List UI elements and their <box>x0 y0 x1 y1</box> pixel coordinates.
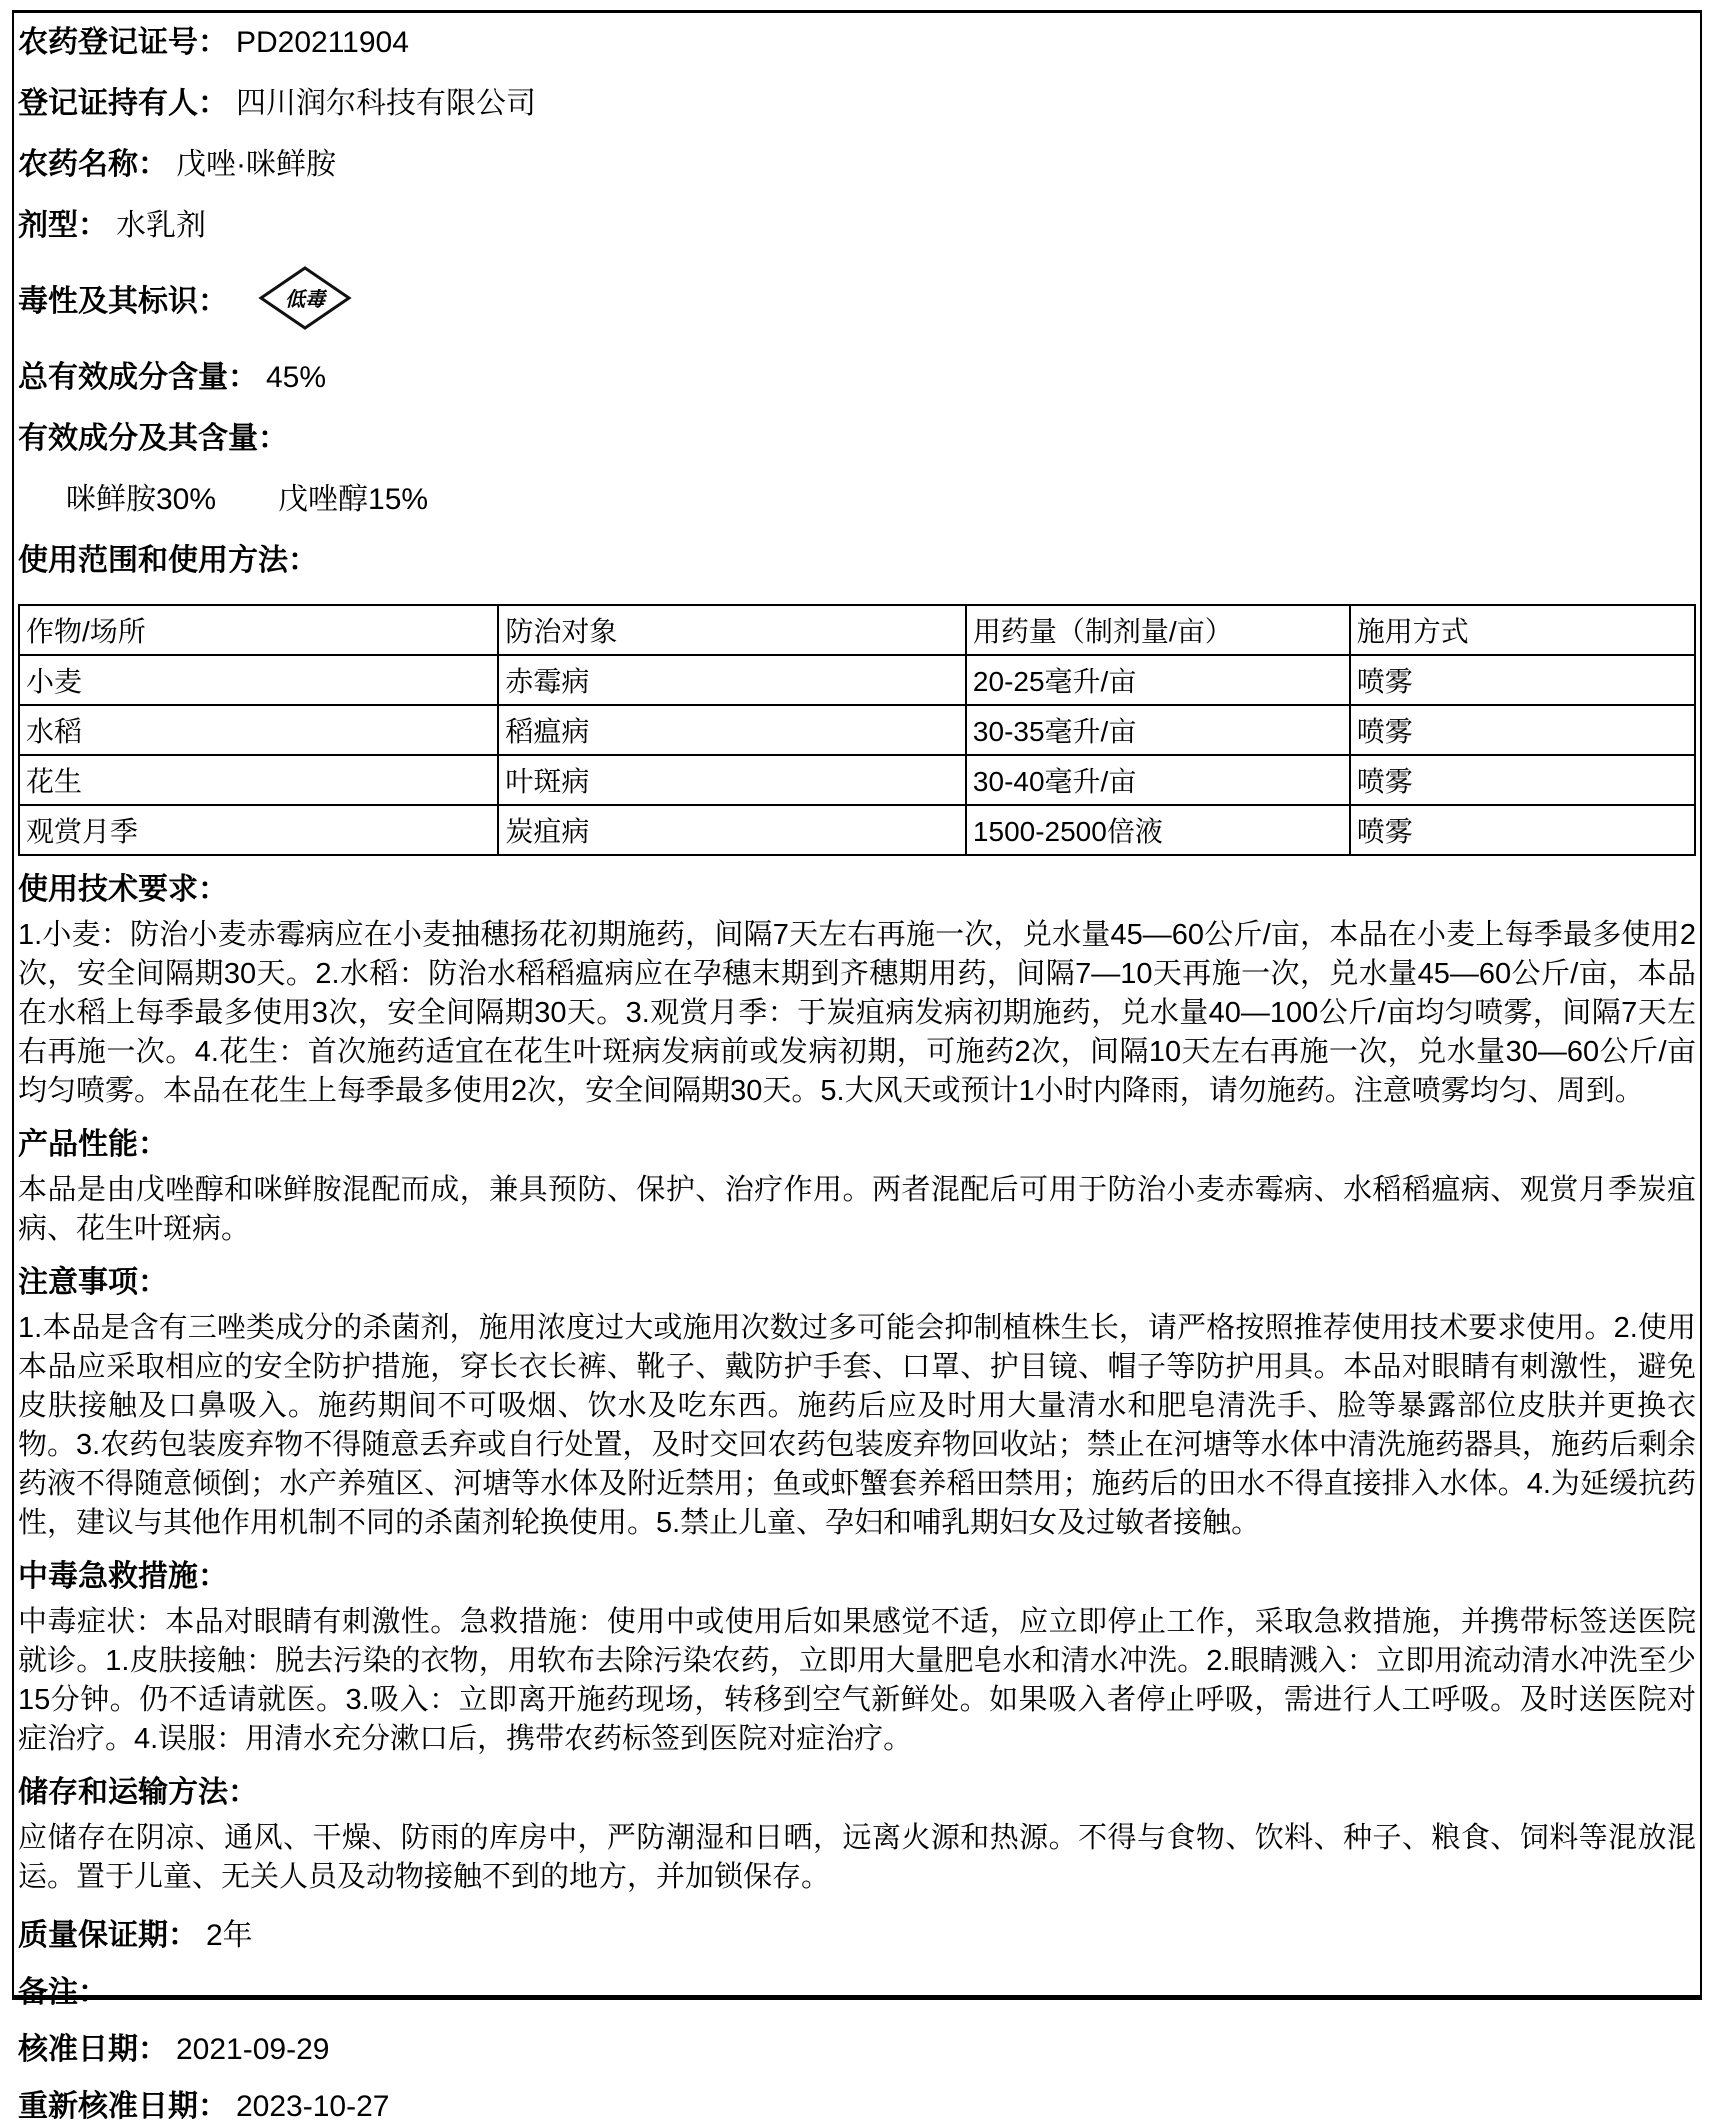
section-precautions <box>18 1263 1696 1543</box>
toxicity-label: 毒性及其标识： <box>18 285 228 318</box>
table-row <box>19 705 1695 755</box>
section-heading: 产品性能： <box>18 1128 168 1161</box>
table-row <box>19 805 1695 855</box>
approval-date-label: 核准日期： <box>18 2033 168 2066</box>
formulation-value: 水乳剂 <box>116 209 206 242</box>
reapproval-date-label: 重新核准日期： <box>18 2090 228 2123</box>
certificate-holder-value: 四川润尔科技有限公司 <box>236 87 536 120</box>
section-storage-transport <box>18 1773 1696 1897</box>
table-cell: 1500-2500倍液 <box>966 805 1350 855</box>
section-heading: 注意事项： <box>18 1266 168 1299</box>
low-toxicity-text: 低毒 <box>285 288 325 311</box>
shelf-life-value: 2年 <box>206 1919 253 1952</box>
usage-heading: 使用范围和使用方法： <box>18 544 318 577</box>
table-cell: 喷雾 <box>1350 655 1695 705</box>
usage-table-header-row <box>19 605 1695 655</box>
approval-date-value: 2021-09-29 <box>176 2033 330 2066</box>
table-cell: 叶斑病 <box>498 755 966 805</box>
field-formulation <box>18 208 1696 244</box>
low-toxicity-diamond-svg <box>258 266 352 330</box>
reapproval-date-value: 2023-10-27 <box>236 2090 390 2123</box>
pesticide-registration-document <box>12 10 1702 2123</box>
pesticide-name-label: 农药名称： <box>18 148 168 181</box>
low-toxicity-icon <box>258 266 352 339</box>
section-heading: 使用技术要求： <box>18 873 228 906</box>
field-certificate-holder <box>18 86 1696 122</box>
field-remarks <box>18 1975 1696 2011</box>
col-header-target: 防治对象 <box>498 605 966 655</box>
pesticide-name-value: 戊唑·咪鲜胺 <box>176 148 336 181</box>
table-cell: 观赏月季 <box>19 805 498 855</box>
field-total-active-ingredient <box>18 360 1696 396</box>
total-active-ingredient-label: 总有效成分含量： <box>18 361 258 394</box>
ingredient-prochloraz: 咪鲜胺30% <box>66 483 217 516</box>
col-header-method: 施用方式 <box>1350 605 1695 655</box>
field-active-ingredients-heading <box>18 421 1696 457</box>
section-body: 本品是由戊唑醇和咪鲜胺混配而成，兼具预防、保护、治疗作用。两者混配后可用于防治小麦赤霉病、水稻稻瘟病、观赏月季炭疽病、花生叶斑病。 <box>18 1174 1696 1245</box>
table-row <box>19 655 1695 705</box>
active-ingredient-list <box>18 482 1696 518</box>
field-toxicity <box>18 269 1696 335</box>
field-shelf-life <box>18 1918 1696 1954</box>
total-active-ingredient-value: 45% <box>266 361 327 394</box>
section-body: 中毒症状：本品对眼睛有刺激性。急救措施：使用中或使用后如果感觉不适，应立即停止工作，采取急救措施，并携带标签送医院就诊。1.皮肤接触：脱去污染的衣物，用软布去除污染农药，立即用大量肥皂水和清水冲洗。2.眼睛溅入：立即用流动清水冲洗至少15分钟。仍不适请就医。3.吸入：立即离开施药现场，转移到空气新鲜处。如果吸入者停止呼吸，需进行人工呼吸。及时送医院对症治疗。4.误服：用清水充分漱口后，携带农药标签到医院对症治疗。 <box>18 1606 1696 1755</box>
col-header-crop: 作物/场所 <box>19 605 498 655</box>
field-pesticide-name <box>18 147 1696 183</box>
usage-table <box>18 604 1696 856</box>
registration-number-label: 农药登记证号： <box>18 26 228 59</box>
table-cell: 水稻 <box>19 705 498 755</box>
table-cell: 喷雾 <box>1350 805 1695 855</box>
table-cell: 花生 <box>19 755 498 805</box>
table-cell: 小麦 <box>19 655 498 705</box>
field-usage-heading <box>18 543 1696 579</box>
section-body: 应储存在阴凉、通风、干燥、防雨的库房中，严防潮湿和日晒，远离火源和热源。不得与食物、饮料、种子、粮食、饲料等混放混运。置于儿童、无关人员及动物接触不到的地方，并加锁保存。 <box>18 1822 1696 1893</box>
field-approval-date <box>18 2032 1696 2068</box>
table-cell: 喷雾 <box>1350 705 1695 755</box>
formulation-label: 剂型： <box>18 209 108 242</box>
shelf-life-label: 质量保证期： <box>18 1919 198 1952</box>
section-usage-requirements <box>18 870 1696 1111</box>
active-ingredients-heading: 有效成分及其含量： <box>18 422 288 455</box>
table-cell: 30-35毫升/亩 <box>966 705 1350 755</box>
ingredient-tebuconazole: 戊唑醇15% <box>278 483 429 516</box>
section-heading: 储存和运输方法： <box>18 1776 258 1809</box>
table-cell: 30-40毫升/亩 <box>966 755 1350 805</box>
section-body: 1.本品是含有三唑类成分的杀菌剂，施用浓度过大或施用次数过多可能会抑制植株生长，请严格按照推荐使用技术要求使用。2.使用本品应采取相应的安全防护措施，穿长衣长裤、靴子、戴防护手套、口罩、护目镜、帽子等防护用具。本品对眼睛有刺激性，避免皮肤接触及口鼻吸入。施药期间不可吸烟、饮水及吃东西。施药后应及时用大量清水和肥皂清洗手、脸等暴露部位皮肤并更换衣物。3.农药包装废弃物不得随意丢弃或自行处置，及时交回农药包装废弃物回收站；禁止在河塘等水体中清洗施药器具，施药后剩余药液不得随意倾倒；水产养殖区、河塘等水体及附近禁用；鱼或虾蟹套养稻田禁用；施药后的田水不得直接排入水体。4.为延缓抗药性，建议与其他作用机制不同的杀菌剂轮换使用。5.禁止儿童、孕妇和哺乳期妇女及过敏者接触。 <box>18 1312 1696 1539</box>
table-cell: 赤霉病 <box>498 655 966 705</box>
certificate-holder-label: 登记证持有人： <box>18 87 228 120</box>
table-row <box>19 755 1695 805</box>
section-first-aid <box>18 1557 1696 1759</box>
section-heading: 中毒急救措施： <box>18 1560 228 1593</box>
field-registration-number <box>18 25 1696 61</box>
col-header-dosage: 用药量（制剂量/亩） <box>966 605 1350 655</box>
remarks-label: 备注： <box>18 1976 108 2009</box>
table-cell: 20-25毫升/亩 <box>966 655 1350 705</box>
section-body: 1.小麦：防治小麦赤霉病应在小麦抽穗扬花初期施药，间隔7天左右再施一次，兑水量45—60公斤/亩，本品在小麦上每季最多使用2次，安全间隔期30天。2.水稻：防治水稻稻瘟病应在孕穗末期到齐穗期用药，间隔7—10天再施一次，兑水量45—60公斤/亩，本品在水稻上每季最多使用3次，安全间隔期30天。3.观赏月季：于炭疽病发病初期施药，兑水量40—100公斤/亩均匀喷雾，间隔7天左右再施一次。4.花生：首次施药适宜在花生叶斑病发病前或发病初期，可施药2次，间隔10天左右再施一次，兑水量30—60公斤/亩均匀喷雾。本品在花生上每季最多使用2次，安全间隔期30天。5.大风天或预计1小时内降雨，请勿施药。注意喷雾均匀、周到。 <box>18 919 1696 1107</box>
field-reapproval-date <box>18 2089 1696 2125</box>
section-product-performance <box>18 1125 1696 1249</box>
table-cell: 炭疽病 <box>498 805 966 855</box>
table-cell: 喷雾 <box>1350 755 1695 805</box>
registration-number-value: PD20211904 <box>236 26 409 59</box>
table-cell: 稻瘟病 <box>498 705 966 755</box>
